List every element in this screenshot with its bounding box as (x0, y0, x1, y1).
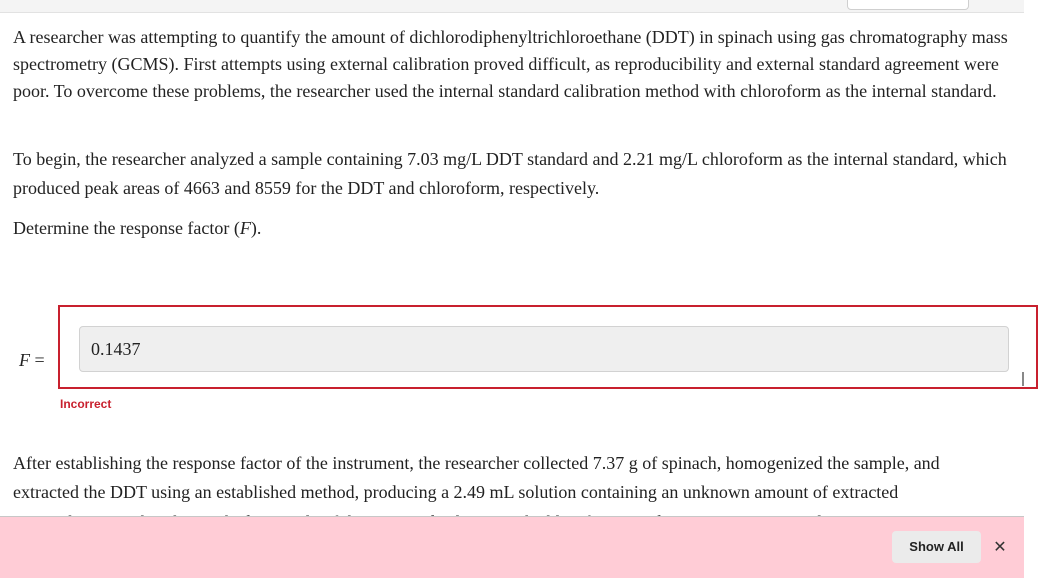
top-toolbar-strip (0, 0, 1024, 13)
answer-label (19, 350, 45, 371)
top-toolbar-button[interactable] (847, 0, 969, 10)
question-continuation (13, 449, 1033, 507)
download-bar (0, 516, 1024, 578)
close-icon[interactable]: ✕ (993, 537, 1007, 556)
question-prompt (13, 215, 1013, 242)
continuation-line-3-clipped (13, 508, 1024, 516)
question-intro: A researcher was attempting to quantify the amount of dichlorodiphenyltrichloroethane (DDT) in spinach using gas chromatography mass spectrometry (GCMS). First attempts using external calibration proved difficult, as reproducibility and external standard agreement were poor. To overcome these problems, the researcher used the internal standard calibration method with chloroform as the internal standard. (13, 27, 1008, 101)
answer-box (58, 305, 1038, 389)
answer-label-variable: F (19, 350, 30, 370)
answer-input[interactable]: 0.1437 (79, 326, 1009, 372)
feedback-incorrect: Incorrect (60, 397, 112, 411)
continuation-line-2: extracted the DDT using an established method, producing a 2.49 mL solution containing an unknown amount of extracted (13, 482, 899, 502)
prompt-variable: F (239, 218, 251, 238)
answer-label-equals: = (30, 350, 45, 370)
edge-scroll-mark (1022, 372, 1024, 386)
prompt-suffix: ). (250, 218, 262, 238)
continuation-line-1: After establishing the response factor of the instrument, the researcher collected 7.37 g of spinach, homogenized the sample, and (13, 453, 940, 473)
show-all-button[interactable]: Show All (892, 531, 981, 563)
question-setup: To begin, the researcher analyzed a sample containing 7.03 mg/L DDT standard and 2.21 mg/L chloroform as the internal standard, which produced peak areas of 4663 and 8559 for the DDT and chloroform, respectively. (13, 149, 1007, 198)
prompt-prefix: Determine the response factor ( (13, 218, 240, 238)
